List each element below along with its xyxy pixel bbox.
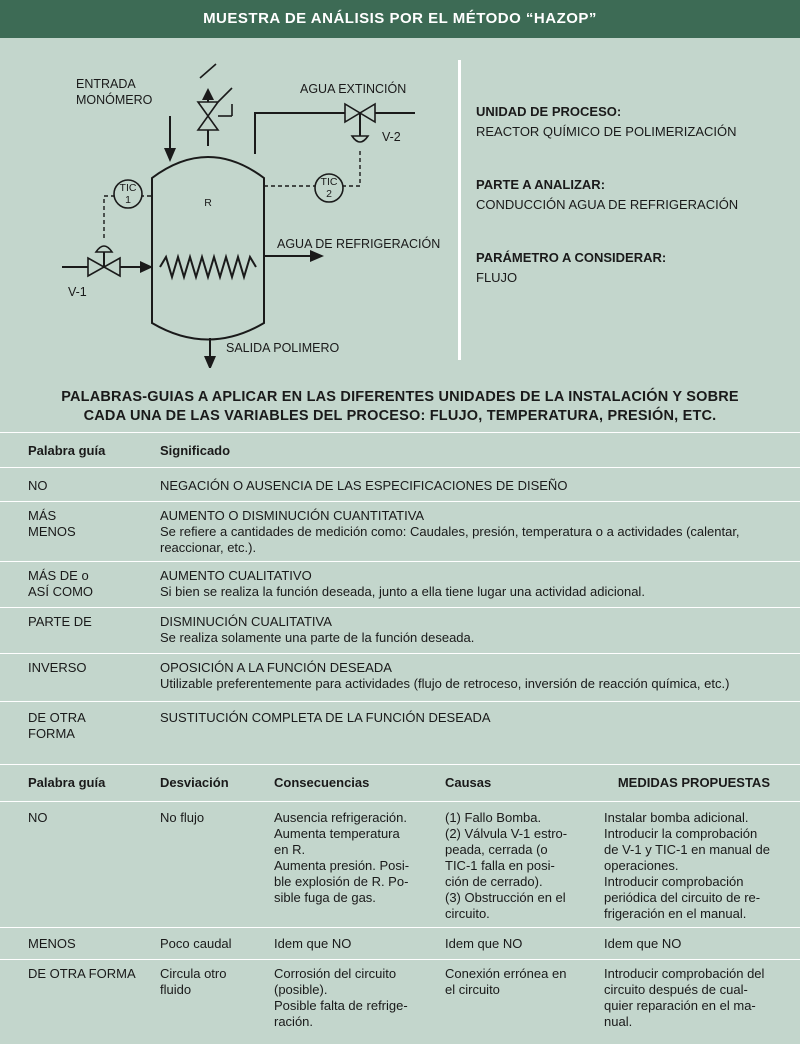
v2-label: V-2 xyxy=(382,130,401,144)
cooling-coil xyxy=(160,257,256,277)
medidas-cell: Instalar bomba adicional. Introducir la comprobación de V-1 y TIC-1 en manual de operaciones. Introducir comprobación periódica del circuito de re- frigeración en el manual. xyxy=(604,810,770,921)
entrada-label-2: MONÓMERO xyxy=(76,93,153,107)
parametro-label: PARÁMETRO A CONSIDERAR: xyxy=(476,250,667,265)
info-panel xyxy=(476,104,796,323)
guide-words-table xyxy=(0,432,800,752)
causas-cell: (1) Fallo Bomba. (2) Válvula V-1 estro- peada, cerrada (o TIC-1 falla en posi- ción de cerrado). (3) Obstrucción en el circuito. xyxy=(445,810,568,921)
hazop-analysis-table xyxy=(0,764,800,1040)
unidad-value: REACTOR QUÍMICO DE POLIMERIZACIÓN xyxy=(476,124,737,139)
table-row: MÁS DE o ASÍ COMO AUMENTO CUALITATIVO Si bien se realiza la función deseada, junto a ella tiene lugar una actividad adicional. xyxy=(0,562,800,608)
table-row: MENOS Poco caudal Idem que NO Idem que NO Idem que NO xyxy=(0,928,800,960)
table-row: DE OTRA FORMA SUSTITUCIÓN COMPLETA DE LA FUNCIÓN DESEADA xyxy=(28,710,491,741)
tic1-label-1: TIC xyxy=(119,182,137,194)
section-heading: PALABRAS-GUIAS A APLICAR EN LAS DIFERENTES UNIDADES DE LA INSTALACIÓN Y SOBRE CADA UNA DE LAS VARIABLES DEL PROCESO: FLUJO, TEMPERATURA, PRESIÓN, ETC. xyxy=(61,389,739,424)
entrada-label-1: ENTRADA xyxy=(76,77,136,91)
table-header-row: Palabra guía Significado xyxy=(0,432,800,468)
reactor-label: R xyxy=(204,197,212,209)
tic2-label-1: TIC xyxy=(320,176,338,188)
page-title: MUESTRA DE ANÁLISIS POR EL MÉTODO “HAZOP” xyxy=(0,0,800,38)
agua-refrigeracion-label: AGUA DE REFRIGERACIÓN xyxy=(277,237,441,251)
reactor-diagram xyxy=(0,38,460,368)
tic2-label-2: 2 xyxy=(326,188,332,200)
agua-extincion-label: AGUA EXTINCIÓN xyxy=(300,82,407,96)
parte-value: CONDUCCIÓN AGUA DE REFRIGERACIÓN xyxy=(476,197,739,212)
consecuencias-cell: Ausencia refrigeración. Aumenta temperatura en R. Aumenta presión. Posi- ble explosión de R. Po- sible fuga de gas. xyxy=(274,810,410,905)
parte-label: PARTE A ANALIZAR: xyxy=(476,177,606,192)
vertical-divider xyxy=(458,60,461,360)
table-row: NO No flujo Ausencia refrigeración. Aumenta temperatura en R. Aumenta presión. Posi- ble explosión de R. Po- sible fuga de gas. (1) Fallo Bomba. (2) Válvula V-1 estro- peada, cerrada (o TIC-1 falla en posi- ción de cerrado). (3) Obstrucción en el circuito. Instalar bomba adicional. Introducir la comprobación de V-1 y TIC-1 en manual de operaciones. Introducir comprobación periódica del circuito de re- frigeración en el manual. xyxy=(0,802,800,928)
table-row: NO NEGACIÓN O AUSENCIA DE LAS ESPECIFICACIONES DE DISEÑO xyxy=(0,468,800,502)
unidad-label: UNIDAD DE PROCESO: xyxy=(476,104,622,119)
table-row: MÁS MENOS AUMENTO O DISMINUCIÓN CUANTITATIVA Se refiere a cantidades de medición como: Caudales, presión, temperatura o a actividades (calentar, reaccionar, etc.). xyxy=(0,502,800,562)
table-header-row: Palabra guía Desviación Consecuencias Causas MEDIDAS PROPUESTAS xyxy=(0,764,800,802)
table-row: INVERSO OPOSICIÓN A LA FUNCIÓN DESEADA Utilizable preferentemente para actividades (flujo de retroceso, inversión de reacción química, etc.) xyxy=(0,654,800,702)
salida-label: SALIDA POLIMERO xyxy=(226,341,340,355)
table-row: PARTE DE DISMINUCIÓN CUALITATIVA Se realiza solamente una parte de la función deseada. xyxy=(0,608,800,654)
reactor-vessel xyxy=(152,157,264,340)
tic1-label-2: 1 xyxy=(125,194,131,206)
table-row: DE OTRA FORMA Circula otro fluido Corrosión del circuito (posible). Posible falta de refrige- ración. Conexión errónea en el circuito Introducir comprobación del circuito después de cual- quier reparación en el ma- nual. xyxy=(28,966,765,1029)
v1-label: V-1 xyxy=(68,285,87,299)
parametro-value: FLUJO xyxy=(476,270,518,285)
